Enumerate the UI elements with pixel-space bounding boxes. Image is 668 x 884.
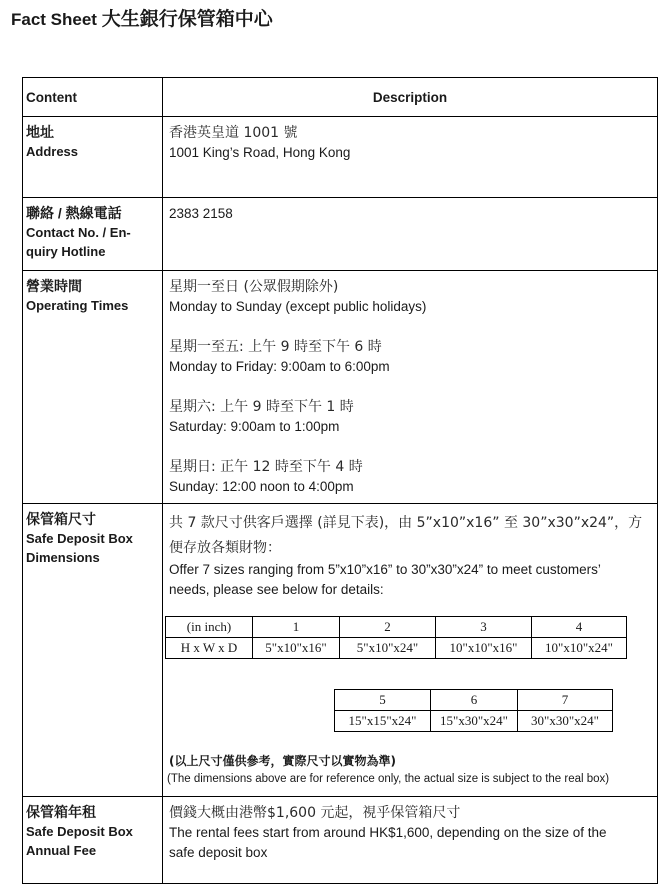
size-number: 4 — [532, 617, 627, 638]
size-number: 3 — [436, 617, 532, 638]
hours-row — [23, 271, 658, 504]
size-number: 5 — [335, 690, 431, 711]
fee-label-zh: 保管箱年租 — [26, 804, 96, 820]
hours-item — [169, 337, 653, 377]
address-zh: 香港英皇道 1001 號 — [169, 125, 298, 141]
unit-label: (in inch) — [166, 617, 253, 638]
dimensions-desc — [163, 504, 658, 797]
hours-label-zh: 營業時間 — [26, 278, 82, 294]
address-label-zh: 地址 — [26, 124, 54, 140]
title-en: Fact Sheet — [11, 10, 97, 29]
hours-item-zh: 星期一至日 (公眾假期除外) — [169, 279, 339, 295]
page-title — [11, 4, 273, 31]
contact-label-en-1: Contact No. / En- — [26, 225, 131, 240]
size-value: 5"x10"x24" — [340, 638, 436, 659]
dimensions-zh-1: 共 7 款尺寸供客戶選擇 (詳見下表)，由 5”x10”x16” 至 30”x30”x24”，方 — [169, 515, 643, 531]
hours-item — [169, 397, 653, 437]
size-table-1-header — [166, 617, 627, 638]
fee-row — [23, 797, 658, 884]
size-value: 15"x15"x24" — [335, 711, 431, 732]
size-table-1 — [165, 616, 627, 659]
contact-label — [23, 198, 163, 271]
hours-item — [169, 457, 653, 497]
hours-item-en: Sunday: 12:00 noon to 4:00pm — [169, 479, 354, 494]
size-table-2-header — [335, 690, 613, 711]
size-value: 15"x30"x24" — [431, 711, 518, 732]
dimensions-label-zh: 保管箱尺寸 — [26, 511, 96, 527]
hours-item-zh: 星期六: 上午 9 時至下午 1 時 — [169, 399, 354, 415]
size-value: 10"x10"x16" — [436, 638, 532, 659]
size-table-1-values — [166, 638, 627, 659]
dimensions-note-en: (The dimensions above are for reference only, the actual size is subject to the real box) — [167, 773, 610, 785]
hours-item-zh: 星期日: 正午 12 時至下午 4 時 — [169, 459, 363, 475]
fee-zh: 價錢大概由港幣$1,600 元起，視乎保管箱尺寸 — [169, 805, 461, 821]
size-value: 5"x10"x16" — [253, 638, 340, 659]
size-number: 7 — [518, 690, 613, 711]
contact-row — [23, 198, 658, 271]
contact-desc — [163, 198, 658, 271]
contact-label-zh: 聯絡 / 熱線電話 — [26, 205, 122, 221]
title-zh: 大生銀行保管箱中心 — [101, 8, 273, 30]
dimensions-label — [23, 504, 163, 797]
header-description: Description — [163, 78, 658, 117]
size-number: 1 — [253, 617, 340, 638]
dimensions-zh-2: 便存放各類財物： — [169, 540, 281, 556]
dimensions-row — [23, 504, 658, 797]
hours-item-zh: 星期一至五: 上午 9 時至下午 6 時 — [169, 339, 382, 355]
size-table-2-values — [335, 711, 613, 732]
address-en: 1001 King’s Road, Hong Kong — [169, 145, 351, 160]
header-row — [23, 78, 658, 117]
dim-label: H x W x D — [166, 638, 253, 659]
address-label-en: Address — [26, 144, 79, 159]
fact-sheet-table — [22, 77, 658, 884]
size-number: 2 — [340, 617, 436, 638]
fee-label — [23, 797, 163, 884]
size-value: 10"x10"x24" — [532, 638, 627, 659]
dimensions-en-1: Offer 7 sizes ranging from 5”x10”x16” to 30”x30”x24” to meet customers’ — [169, 562, 601, 577]
hours-item — [169, 277, 653, 317]
fee-desc — [163, 797, 658, 884]
size-value: 30"x30"x24" — [518, 711, 613, 732]
hours-label — [23, 271, 163, 504]
contact-value: 2383 2158 — [169, 206, 233, 221]
dimensions-label-en-2: Dimensions — [26, 550, 100, 565]
address-row — [23, 117, 658, 198]
dimensions-en-2: needs, please see below for details: — [169, 582, 384, 597]
address-label — [23, 117, 163, 198]
fee-en-1: The rental fees start from around HK$1,600, depending on the size of the — [169, 825, 607, 840]
fee-label-en-1: Safe Deposit Box — [26, 824, 133, 839]
fee-label-en-2: Annual Fee — [26, 843, 97, 858]
size-table-2 — [334, 689, 613, 732]
contact-label-en-2: quiry Hotline — [26, 244, 106, 259]
hours-item-en: Saturday: 9:00am to 1:00pm — [169, 419, 340, 434]
dimensions-label-en-1: Safe Deposit Box — [26, 531, 133, 546]
size-number: 6 — [431, 690, 518, 711]
hours-label-en: Operating Times — [26, 298, 129, 313]
hours-desc — [163, 271, 658, 504]
hours-item-en: Monday to Sunday (except public holidays) — [169, 299, 427, 314]
address-desc — [163, 117, 658, 198]
hours-item-en: Monday to Friday: 9:00am to 6:00pm — [169, 359, 390, 374]
fee-en-2: safe deposit box — [169, 845, 268, 860]
dimensions-note-zh: (以上尺寸僅供參考，實際尺寸以實物為準) — [169, 754, 396, 768]
header-content: Content — [23, 78, 163, 117]
